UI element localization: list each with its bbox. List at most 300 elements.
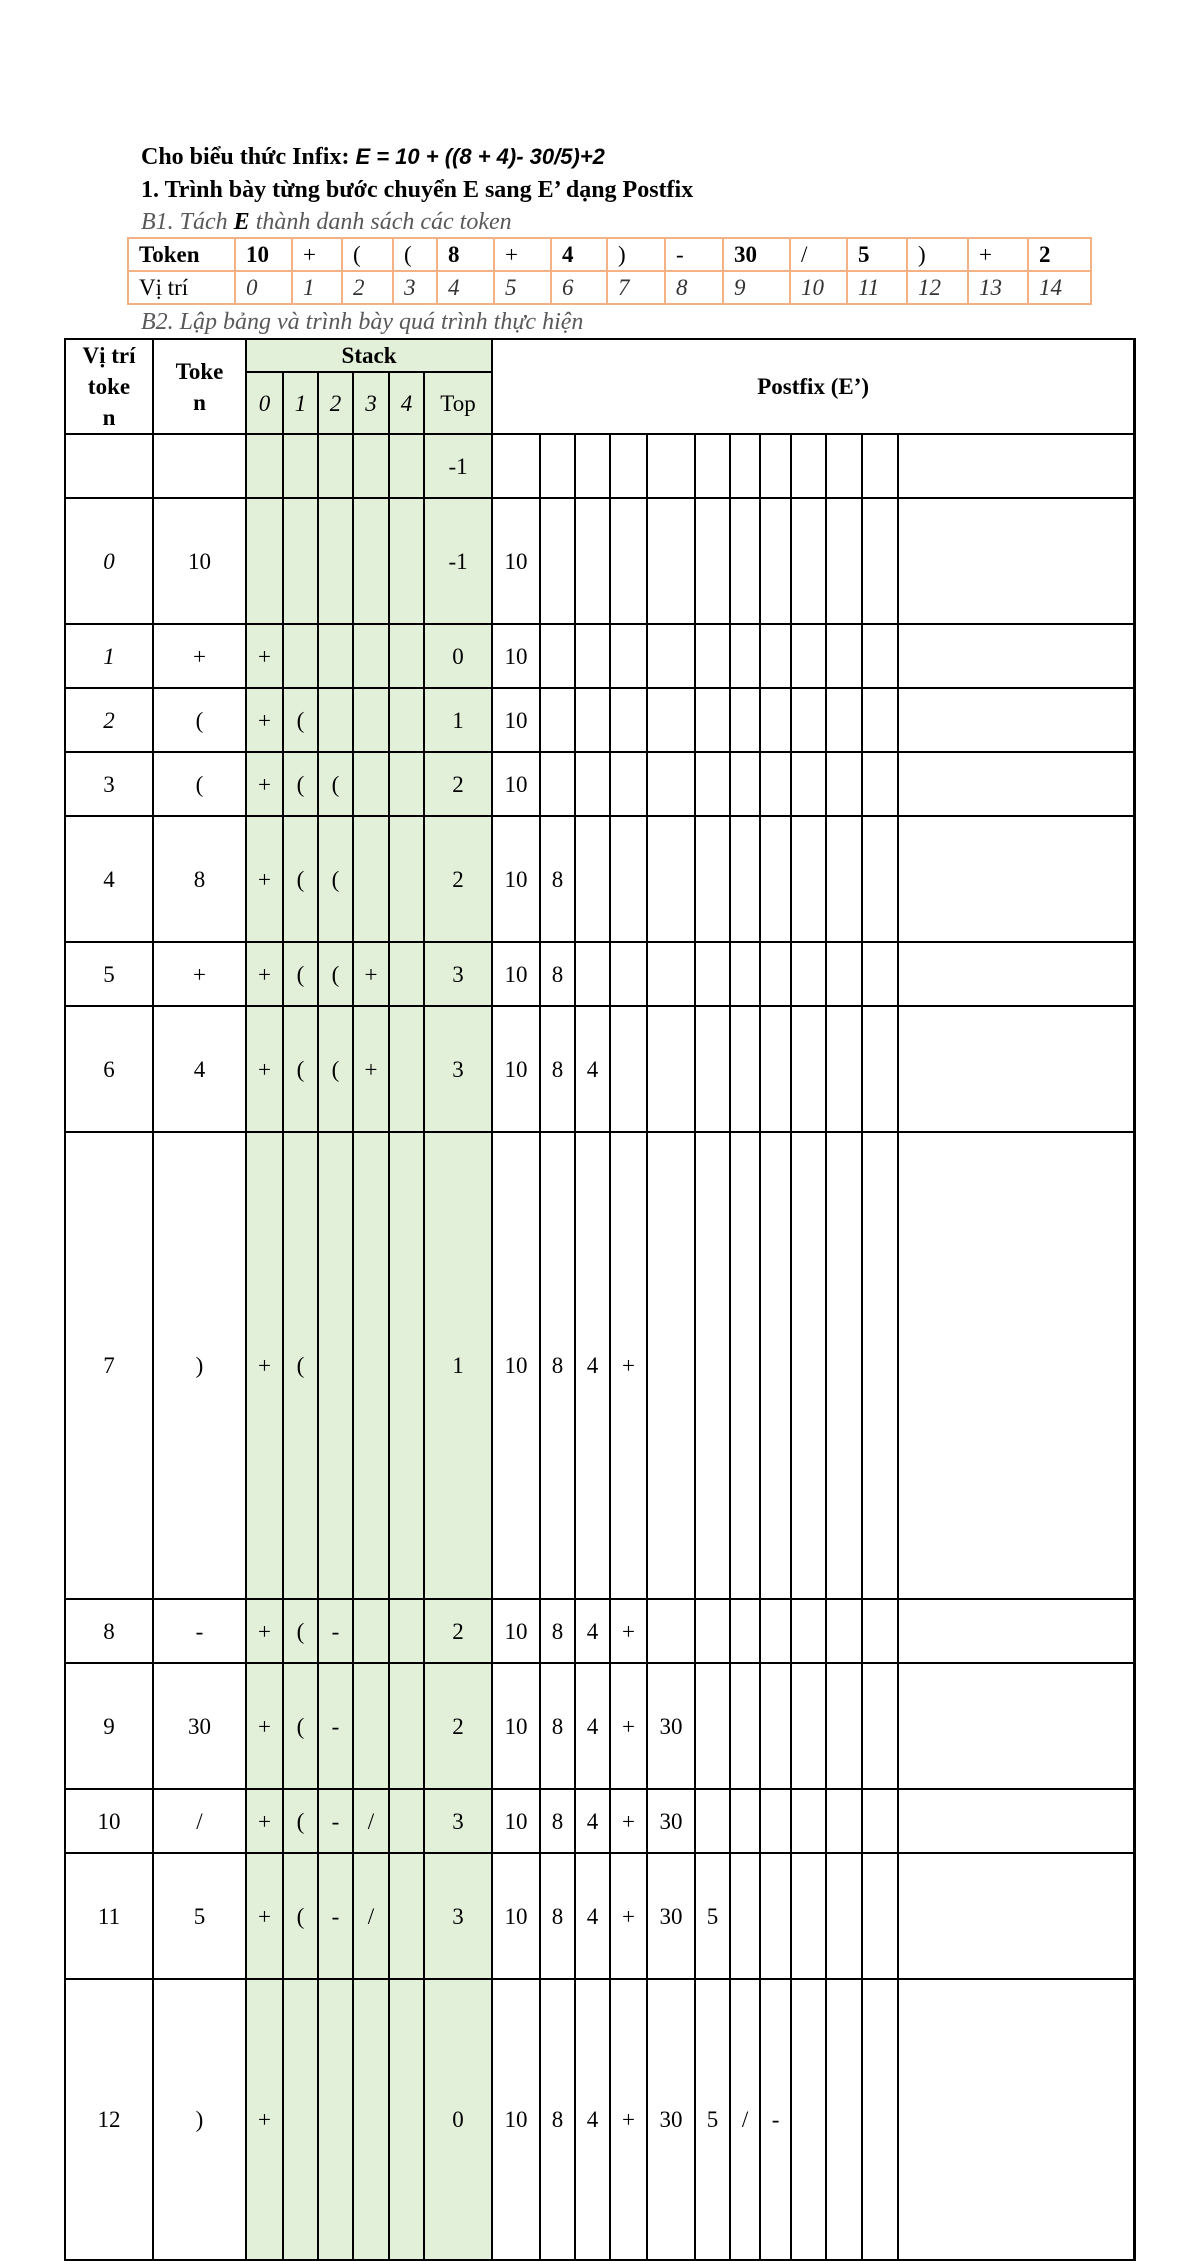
postfix-cell: 4 xyxy=(575,1853,610,1979)
row-position: 12 xyxy=(65,1979,153,2260)
postfix-cell: 30 xyxy=(647,1789,695,1853)
postfix-cell: 8 xyxy=(540,816,575,942)
postfix-cell xyxy=(575,498,610,624)
stack-cell xyxy=(389,1006,424,1132)
postfix-cell xyxy=(575,624,610,688)
postfix-cell: + xyxy=(610,1979,647,2260)
postfix-cell xyxy=(862,1132,898,1599)
postfix-cell: 4 xyxy=(575,1132,610,1599)
postfix-cell xyxy=(760,1663,791,1789)
header-position-line: Vị trí xyxy=(82,343,136,368)
row-top: 1 xyxy=(424,688,492,752)
postfix-cell xyxy=(610,816,647,942)
header-token-line: Toke xyxy=(175,358,224,384)
header-token-line: n xyxy=(193,389,206,415)
row-position: 11 xyxy=(65,1853,153,1979)
position-cell: 12 xyxy=(907,271,968,304)
postfix-cell xyxy=(791,1789,826,1853)
postfix-cell xyxy=(647,816,695,942)
postfix-cell xyxy=(862,1599,898,1663)
stack-cell xyxy=(318,624,353,688)
postfix-cell xyxy=(826,624,862,688)
stack-cell xyxy=(353,1979,389,2260)
table-row xyxy=(65,1789,1135,1853)
postfix-cell: 5 xyxy=(695,1979,730,2260)
stack-cell xyxy=(353,624,389,688)
postfix-cell xyxy=(695,1132,730,1599)
postfix-cell xyxy=(760,752,791,816)
postfix-cell xyxy=(791,434,826,498)
postfix-cell: 30 xyxy=(647,1853,695,1979)
header-stack-index: 2 xyxy=(318,372,353,434)
stack-cell: + xyxy=(353,942,389,1006)
stack-cell xyxy=(389,1979,424,2260)
step1-heading: 1. Trình bày từng bước chuyển E sang E’ dạng Postfix xyxy=(141,177,694,203)
postfix-cell xyxy=(695,942,730,1006)
postfix-cell xyxy=(862,816,898,942)
postfix-cell: 4 xyxy=(575,1979,610,2260)
postfix-cell: 4 xyxy=(575,1663,610,1789)
postfix-cell: + xyxy=(610,1599,647,1663)
postfix-cell xyxy=(695,1663,730,1789)
postfix-cell xyxy=(695,498,730,624)
postfix-cell: 10 xyxy=(492,1599,540,1663)
postfix-cell xyxy=(647,1599,695,1663)
postfix-cell xyxy=(730,816,760,942)
row-position: 7 xyxy=(65,1132,153,1599)
postfix-cell: 10 xyxy=(492,942,540,1006)
header-action xyxy=(1134,339,1135,434)
postfix-cell xyxy=(760,624,791,688)
token-cell: + xyxy=(968,238,1028,271)
postfix-cell xyxy=(791,942,826,1006)
postfix-cell xyxy=(730,498,760,624)
position-cell: 4 xyxy=(437,271,494,304)
row-token: 10 xyxy=(153,498,246,624)
postfix-cell xyxy=(610,498,647,624)
postfix-cell xyxy=(826,1599,862,1663)
table-row xyxy=(65,1006,1135,1132)
postfix-cell xyxy=(862,1853,898,1979)
token-cell: ( xyxy=(393,238,437,271)
postfix-cell xyxy=(862,1979,898,2260)
postfix-cell xyxy=(760,1132,791,1599)
stack-cell: ( xyxy=(283,1789,318,1853)
postfix-cell xyxy=(898,1132,1134,1599)
postfix-cell xyxy=(826,816,862,942)
stack-cell xyxy=(389,752,424,816)
postfix-cell xyxy=(695,1006,730,1132)
row-token: / xyxy=(153,1789,246,1853)
row-top: -1 xyxy=(424,498,492,624)
stack-cell: - xyxy=(318,1599,353,1663)
postfix-cell xyxy=(791,688,826,752)
row-action xyxy=(1134,1663,1135,1789)
row-position: 2 xyxy=(65,688,153,752)
stack-cell: + xyxy=(353,1006,389,1132)
postfix-cell: 8 xyxy=(540,1789,575,1853)
stack-cell xyxy=(353,816,389,942)
table-row xyxy=(65,816,1135,942)
expression-line xyxy=(141,144,605,171)
stack-cell: + xyxy=(246,1006,283,1132)
stack-cell xyxy=(246,434,283,498)
table-row xyxy=(65,1132,1135,1599)
token-table xyxy=(127,237,1092,305)
header-top: Top xyxy=(424,372,492,434)
postfix-cell xyxy=(898,1979,1134,2260)
row-action xyxy=(1134,1599,1135,1663)
postfix-cell xyxy=(730,624,760,688)
postfix-cell: 10 xyxy=(492,1789,540,1853)
stack-cell: ( xyxy=(283,1132,318,1599)
postfix-cell xyxy=(575,816,610,942)
stack-cell xyxy=(318,1979,353,2260)
stack-cell xyxy=(318,1132,353,1599)
position-cell: 1 xyxy=(292,271,342,304)
postfix-cell xyxy=(791,624,826,688)
postfix-cell xyxy=(826,1663,862,1789)
token-cell: + xyxy=(292,238,342,271)
postfix-cell xyxy=(540,752,575,816)
header-token xyxy=(153,339,246,434)
header-position-line: n xyxy=(102,405,116,430)
stack-cell xyxy=(353,752,389,816)
stack-cell xyxy=(389,498,424,624)
row-top: 2 xyxy=(424,1599,492,1663)
expression-prefix: Cho biểu thức Infix: xyxy=(141,144,356,170)
position-row-label: Vị trí xyxy=(128,271,235,304)
stack-cell: + xyxy=(246,624,283,688)
stack-cell: ( xyxy=(283,1853,318,1979)
stack-cell: + xyxy=(246,688,283,752)
postfix-cell: 10 xyxy=(492,1663,540,1789)
postfix-cell xyxy=(791,1663,826,1789)
postfix-cell xyxy=(647,942,695,1006)
row-action xyxy=(1134,1853,1135,1979)
position-cell: 11 xyxy=(847,271,907,304)
postfix-cell: 10 xyxy=(492,1979,540,2260)
header-stack-index: 0 xyxy=(246,372,283,434)
postfix-cell: - xyxy=(760,1979,791,2260)
stack-cell xyxy=(353,1599,389,1663)
stack-cell xyxy=(283,434,318,498)
expression-text: E = 10 + ((8 + 4)- 30/5)+2 xyxy=(355,144,605,169)
stack-cell xyxy=(353,498,389,624)
token-cell: 30 xyxy=(723,238,790,271)
row-action xyxy=(1134,1789,1135,1853)
postfix-cell xyxy=(760,1853,791,1979)
stack-cell: + xyxy=(246,752,283,816)
stack-cell: - xyxy=(318,1853,353,1979)
row-action xyxy=(1134,434,1135,498)
token-cell: ) xyxy=(907,238,968,271)
postfix-cell xyxy=(575,942,610,1006)
postfix-cell xyxy=(760,498,791,624)
stack-cell: - xyxy=(318,1663,353,1789)
row-top: 0 xyxy=(424,1979,492,2260)
postfix-cell xyxy=(760,1789,791,1853)
postfix-cell xyxy=(862,752,898,816)
postfix-cell: 30 xyxy=(647,1663,695,1789)
postfix-cell: 30 xyxy=(647,1979,695,2260)
stack-cell xyxy=(389,1599,424,1663)
postfix-cell xyxy=(898,1789,1134,1853)
postfix-cell: + xyxy=(610,1789,647,1853)
position-cell: 5 xyxy=(494,271,551,304)
conversion-table xyxy=(64,338,1136,2261)
postfix-cell: 10 xyxy=(492,688,540,752)
token-cell: + xyxy=(494,238,551,271)
postfix-cell xyxy=(791,1132,826,1599)
stack-cell xyxy=(246,498,283,624)
postfix-cell xyxy=(540,498,575,624)
row-position: 10 xyxy=(65,1789,153,1853)
postfix-cell xyxy=(898,498,1134,624)
postfix-cell xyxy=(575,752,610,816)
postfix-cell xyxy=(826,752,862,816)
table-row xyxy=(65,752,1135,816)
token-cell: - xyxy=(665,238,723,271)
token-cell: 5 xyxy=(847,238,907,271)
stack-cell xyxy=(353,1663,389,1789)
table-row xyxy=(65,942,1135,1006)
postfix-cell: 10 xyxy=(492,498,540,624)
postfix-cell xyxy=(695,688,730,752)
header-position-line: toke xyxy=(87,374,131,399)
postfix-cell xyxy=(730,1599,760,1663)
postfix-cell xyxy=(575,688,610,752)
row-token: 30 xyxy=(153,1663,246,1789)
row-top: 3 xyxy=(424,1789,492,1853)
table-row xyxy=(65,1599,1135,1663)
postfix-cell: + xyxy=(610,1853,647,1979)
postfix-cell xyxy=(647,434,695,498)
stack-cell: ( xyxy=(318,816,353,942)
position-cell: 6 xyxy=(551,271,607,304)
stack-cell xyxy=(318,688,353,752)
stack-cell: - xyxy=(318,1789,353,1853)
token-row-label: Token xyxy=(128,238,235,271)
stack-cell: + xyxy=(246,1663,283,1789)
stack-cell: + xyxy=(246,816,283,942)
postfix-cell: + xyxy=(610,1663,647,1789)
postfix-cell xyxy=(826,942,862,1006)
postfix-cell xyxy=(791,1979,826,2260)
postfix-cell: + xyxy=(610,1132,647,1599)
row-top: -1 xyxy=(424,434,492,498)
position-cell: 13 xyxy=(968,271,1028,304)
postfix-cell xyxy=(610,688,647,752)
postfix-cell: 5 xyxy=(695,1853,730,1979)
table-row xyxy=(65,498,1135,624)
table-row xyxy=(65,1853,1135,1979)
stack-cell xyxy=(389,688,424,752)
postfix-cell xyxy=(898,688,1134,752)
row-token: 5 xyxy=(153,1853,246,1979)
header-postfix: Postfix (E’) xyxy=(492,339,1134,434)
row-token: 4 xyxy=(153,1006,246,1132)
postfix-cell xyxy=(826,1789,862,1853)
header-stack: Stack xyxy=(246,339,492,372)
postfix-cell xyxy=(898,434,1134,498)
postfix-cell xyxy=(540,688,575,752)
postfix-cell xyxy=(730,1663,760,1789)
postfix-cell xyxy=(898,816,1134,942)
stack-cell xyxy=(389,816,424,942)
stack-cell xyxy=(353,688,389,752)
stack-cell xyxy=(283,498,318,624)
postfix-cell xyxy=(826,1006,862,1132)
row-top: 3 xyxy=(424,1853,492,1979)
postfix-cell xyxy=(492,434,540,498)
row-top: 0 xyxy=(424,624,492,688)
row-position: 8 xyxy=(65,1599,153,1663)
postfix-cell xyxy=(575,434,610,498)
postfix-cell xyxy=(791,1853,826,1979)
postfix-cell xyxy=(862,624,898,688)
postfix-cell xyxy=(862,688,898,752)
postfix-cell: 10 xyxy=(492,816,540,942)
token-cell: 10 xyxy=(235,238,292,271)
stack-cell xyxy=(389,1853,424,1979)
postfix-cell xyxy=(647,498,695,624)
postfix-cell xyxy=(730,688,760,752)
position-cell: 10 xyxy=(790,271,847,304)
row-position: 4 xyxy=(65,816,153,942)
postfix-cell xyxy=(695,624,730,688)
stack-cell xyxy=(389,434,424,498)
b1-prefix: B1. Tách xyxy=(141,209,234,235)
row-token: ) xyxy=(153,1979,246,2260)
postfix-cell xyxy=(760,942,791,1006)
postfix-cell xyxy=(610,1006,647,1132)
row-token: + xyxy=(153,942,246,1006)
postfix-cell: 4 xyxy=(575,1599,610,1663)
stack-cell: ( xyxy=(283,1006,318,1132)
postfix-cell xyxy=(647,1132,695,1599)
stack-cell: + xyxy=(246,1599,283,1663)
row-position xyxy=(65,434,153,498)
postfix-cell xyxy=(610,752,647,816)
postfix-cell xyxy=(647,752,695,816)
stack-cell: + xyxy=(246,1979,283,2260)
postfix-cell: 8 xyxy=(540,1599,575,1663)
stack-cell: ( xyxy=(318,942,353,1006)
postfix-cell xyxy=(610,942,647,1006)
b1-bold: E xyxy=(233,209,250,235)
stack-cell: / xyxy=(353,1853,389,1979)
postfix-cell xyxy=(791,752,826,816)
stack-cell xyxy=(318,434,353,498)
postfix-cell xyxy=(898,1006,1134,1132)
header-position xyxy=(65,339,153,434)
postfix-cell xyxy=(540,624,575,688)
stack-cell xyxy=(283,624,318,688)
postfix-cell: / xyxy=(730,1979,760,2260)
token-cell: 8 xyxy=(437,238,494,271)
stack-cell: + xyxy=(246,1132,283,1599)
row-action xyxy=(1134,1006,1135,1132)
postfix-cell xyxy=(647,624,695,688)
postfix-cell: 8 xyxy=(540,1132,575,1599)
postfix-cell xyxy=(862,1006,898,1132)
stack-cell: / xyxy=(353,1789,389,1853)
postfix-cell xyxy=(826,1132,862,1599)
row-top: 3 xyxy=(424,1006,492,1132)
postfix-cell xyxy=(898,942,1134,1006)
postfix-cell xyxy=(695,752,730,816)
stack-cell xyxy=(353,1132,389,1599)
postfix-cell: 10 xyxy=(492,1006,540,1132)
table-row xyxy=(65,1979,1135,2260)
postfix-cell xyxy=(540,434,575,498)
postfix-cell xyxy=(898,1853,1134,1979)
row-action xyxy=(1134,752,1135,816)
postfix-cell xyxy=(898,1663,1134,1789)
stack-cell: + xyxy=(246,1789,283,1853)
postfix-cell: 8 xyxy=(540,1979,575,2260)
postfix-cell xyxy=(826,1853,862,1979)
table-row xyxy=(65,1663,1135,1789)
position-cell: 7 xyxy=(607,271,665,304)
row-token: ) xyxy=(153,1132,246,1599)
postfix-cell xyxy=(730,1006,760,1132)
postfix-cell xyxy=(898,1599,1134,1663)
token-cell: ) xyxy=(607,238,665,271)
token-cell: 2 xyxy=(1028,238,1091,271)
postfix-cell xyxy=(826,434,862,498)
row-token: ( xyxy=(153,752,246,816)
postfix-cell xyxy=(695,434,730,498)
postfix-cell xyxy=(862,434,898,498)
row-position: 3 xyxy=(65,752,153,816)
token-cell: / xyxy=(790,238,847,271)
position-cell: 9 xyxy=(723,271,790,304)
position-cell: 2 xyxy=(342,271,393,304)
row-action xyxy=(1134,1979,1135,2260)
postfix-cell xyxy=(730,1132,760,1599)
table-row xyxy=(65,624,1135,688)
row-top: 2 xyxy=(424,1663,492,1789)
position-cell: 3 xyxy=(393,271,437,304)
table-row xyxy=(65,434,1135,498)
stack-cell: ( xyxy=(283,816,318,942)
stack-cell: ( xyxy=(283,688,318,752)
row-token: - xyxy=(153,1599,246,1663)
postfix-cell xyxy=(791,498,826,624)
stack-cell: ( xyxy=(283,942,318,1006)
table-row xyxy=(65,688,1135,752)
stack-cell: + xyxy=(246,1853,283,1979)
stack-cell: ( xyxy=(283,752,318,816)
stack-cell: + xyxy=(246,942,283,1006)
row-action xyxy=(1134,624,1135,688)
stack-cell: ( xyxy=(283,1599,318,1663)
b1-heading xyxy=(141,209,512,236)
row-position: 1 xyxy=(65,624,153,688)
row-action xyxy=(1134,816,1135,942)
stack-cell xyxy=(283,1979,318,2260)
postfix-cell: 4 xyxy=(575,1789,610,1853)
stack-cell xyxy=(318,498,353,624)
postfix-cell xyxy=(862,942,898,1006)
row-token: + xyxy=(153,624,246,688)
postfix-cell xyxy=(760,1006,791,1132)
postfix-cell: 10 xyxy=(492,1132,540,1599)
position-cell: 0 xyxy=(235,271,292,304)
row-position: 6 xyxy=(65,1006,153,1132)
